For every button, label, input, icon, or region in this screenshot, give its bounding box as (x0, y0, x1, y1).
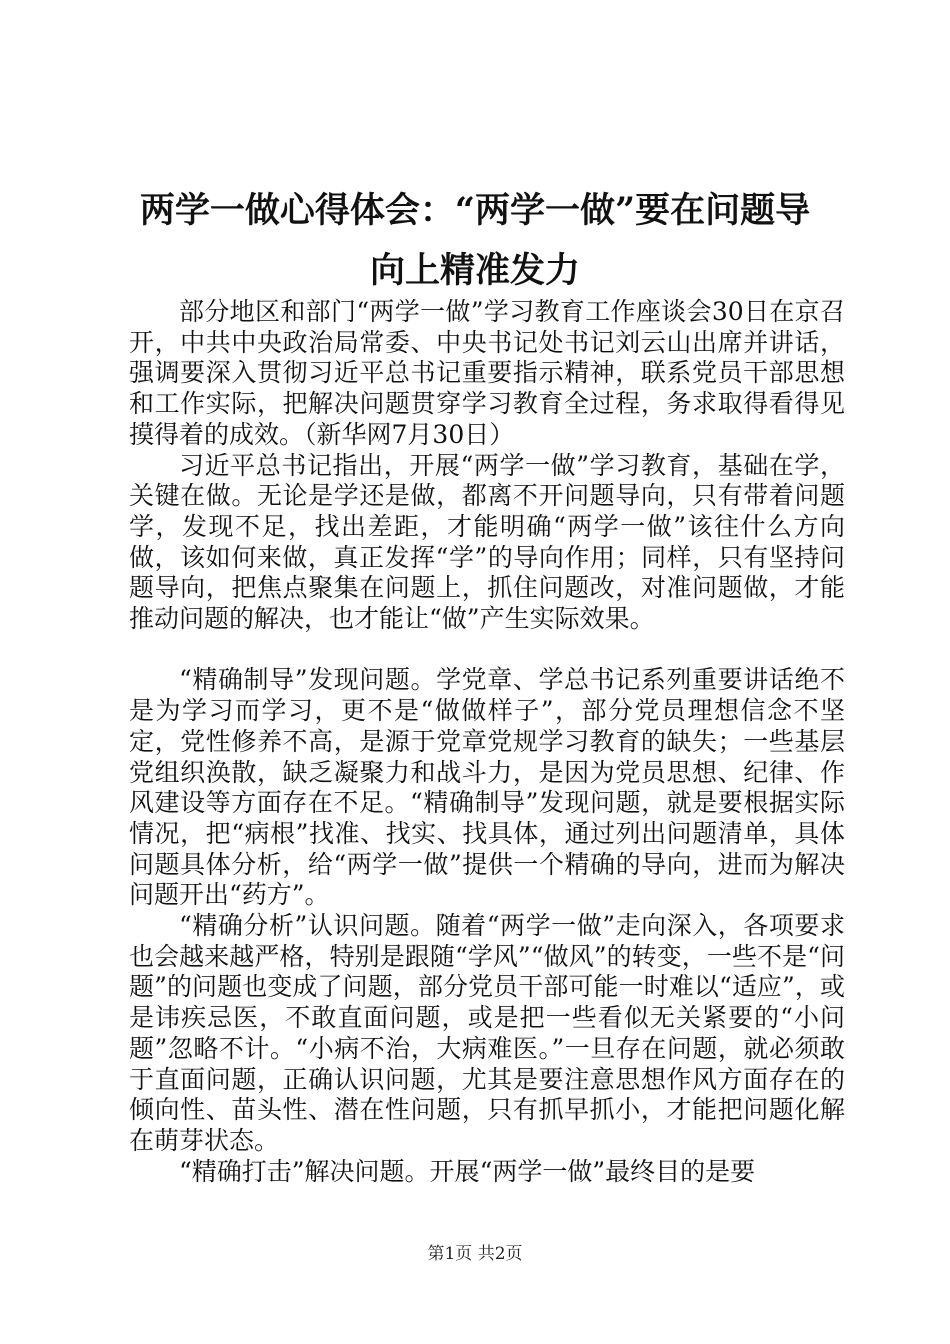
document-body (129, 297, 845, 1187)
document-title-line-2: 向上精准发力 (369, 250, 580, 291)
paragraph-precise-strike: “精确打击”解决问题。开展“两学一做”最终目的是要 (179, 1156, 756, 1186)
paragraph-precise-guidance: “精确制导”发现问题。学党章、学总书记系列重要讲话绝不是为学习而学习，更不是“做做样子”，部分党员理想信念不坚定，党性修养不高，是源于党章党规学习教育的缺失；一些基层党组织涣散，缺乏凝聚力和战斗力，是因为党员思想、纪律、作风建设等方面存在不足。“精确制导”发现问题，就是要根据实际情况，把“病根”找准、找实、找具体，通过列出问题清单，具体问题具体分析，给“两学一做”提供一个精确的导向，进而为解决问题开出“药方”。 (129, 665, 845, 910)
paragraph-problem-orientation: 习近平总书记指出，开展“两学一做”学习教育，基础在学，关键在做。无论是学还是做，都离不开问题导向，只有带着问题学，发现不足，找出差距，才能明确“两学一做”该往什么方向做，该如何来做，真正发挥“学”的导向作用；同样，只有坚持问题导向，把焦点聚集在问题上，抓住问题改，对准问题做，才能推动问题的解决，也才能让“做”产生实际效果。 (129, 450, 845, 634)
document-title-line-1: 两学一做心得体会：“两学一做”要在问题导 (139, 190, 811, 231)
page-footer: 第1页 共2页 (427, 1244, 523, 1264)
paragraph-precise-analysis: “精确分析”认识问题。随着“两学一做”走向深入，各项要求也会越来越严格，特别是跟随“学风”“做风”的转变，一些不是“问题”的问题也变成了问题，部分党员干部可能一时难以“适应”，或是讳疾忌医，不敢直面问题，或是把一些看似无关紧要的“小问题”忽略不计。“小病不治，大病难医。”一旦存在问题，就必须敢于直面问题，正确认识问题，尤其是要注意思想作风方面存在的倾向性、苗头性、潜在性问题，只有抓早抓小，才能把问题化解在萌芽状态。 (129, 911, 845, 1155)
paragraph-intro: 部分地区和部门“两学一做”学习教育工作座谈会30日在京召开，中共中央政治局常委、中央书记处书记刘云山出席并讲话，强调要深入贯彻习近平总书记重要指示精神，联系党员干部思想和工作实际，把解决问题贯穿学习教育全过程，务求取得看得见摸得着的成效。（新华网7月30日） (129, 297, 845, 449)
